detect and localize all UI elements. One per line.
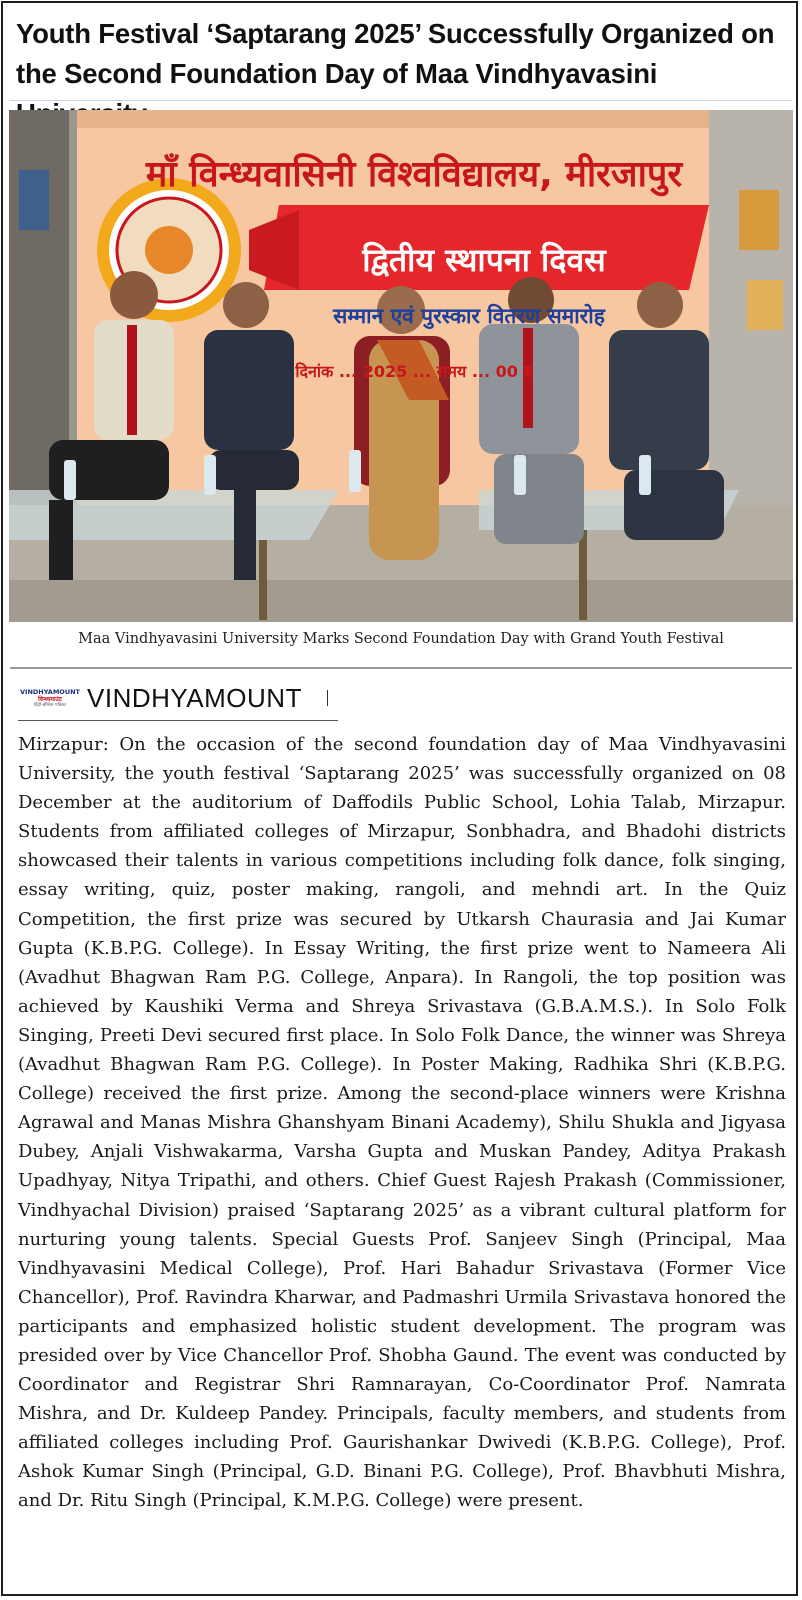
brand-logo: [20, 688, 80, 712]
publication-brand: [18, 680, 338, 720]
banner-date: दिनांक ... 2025 ... समय ... 00 ब: [295, 362, 533, 381]
brand-logo-hindi: विन्ध्यमाउंट: [38, 696, 62, 703]
banner-ceremony: सम्मान एवं पुरस्कार वितरण समारोह: [333, 304, 605, 328]
headline-divider: [10, 100, 792, 101]
brand-logo-tagline: हिंदी-इंग्लिश पत्रिका: [34, 703, 66, 708]
section-divider: [10, 667, 792, 669]
brand-name: VINDHYAMOUNT: [87, 683, 302, 713]
photo-caption: Maa Vindhyavasini University Marks Second Foundation Day with Grand Youth Festival: [78, 631, 724, 647]
banner-university-name: माँ विन्ध्यवासिनी विश्वविद्यालय, मीरजापुर: [145, 154, 683, 195]
brand-underline: [18, 720, 338, 721]
event-photo: [9, 110, 793, 622]
brand-logo-english: VINDHYAMOUNT: [20, 688, 80, 696]
article-body: Mirzapur: On the occasion of the second foundation day of Maa Vindhyavasini University, the youth festival ‘Saptarang 2025’ was successfully organized on 08 December at the auditorium of Daffodils Public School, Lohia Talab, Mirzapur. Students from affiliated colleges of Mirzapur, Sonbhadra, and Bhadohi districts showcased their talents in various competitions including folk dance, folk singing, essay writing, quiz, poster making, rangoli, and mehndi art. In the Quiz Competition, the first prize was secured by Utkarsh Chaurasia and Jai Kumar Gupta (K.B.P.G. College). In Essay Writing, the first prize went to Nameera Ali (Avadhut Bhagwan Ram P.G. College, Anpara). In Rangoli, the top position was achieved by Kaushiki Verma and Shreya Srivastava (G.B.A.M.S.). In Solo Folk Singing, Preeti Devi secured first place. In Solo Folk Dance, the winner was Shreya (Avadhut Bhagwan Ram P.G. College). In Poster Making, Radhika Shri (K.B.P.G. College) received the first prize. Among the second-place winners were Krishna Agrawal and Manas Mishra Ghanshyam Binani Academy), Shilu Shukla and Jigyasa Dubey, Anjali Vishwakarma, Varsha Gupta and Muskan Pandey, Aditya Prakash Upadhyay, Nitya Tripathi, and others. Chief Guest Rajesh Prakash (Commissioner, Vindhyachal Division) praised ‘Saptarang 2025’ as a vibrant cultural platform for nurturing young talents. Special Guests Prof. Sanjeev Singh (Principal, Maa Vindhyavasini Medical College), Prof. Hari Bahadur Srivastava (Former Vice Chancellor), Prof. Ravindra Kharwar, and Padmashri Urmila Srivastava honored the participants and emphasized holistic student development. The program was presided over by Vice Chancellor Prof. Shobha Gaund. The event was conducted by Coordinator and Registrar Shri Ramnarayan, Co-Coordinator Prof. Namrata Mishra, and Dr. Kuldeep Pandey. Principals, faculty members, and students from affiliated colleges including Prof. Gaurishankar Dwivedi (K.B.P.G. College), Prof. Ashok Kumar Singh (Principal, G.D. Binani P.G. College), Prof. Bhavbhuti Mishra, and Dr. Ritu Singh (Principal, K.M.P.G. College) were present.: [18, 734, 786, 1512]
banner-foundation-day: द्वितीय स्थापना दिवस: [362, 241, 606, 279]
article-headline: Youth Festival ‘Saptarang 2025’ Successfully Organized on the Second Foundation Day of Maa Vindhyavasini: [16, 18, 775, 89]
text-cursor: [327, 690, 328, 706]
